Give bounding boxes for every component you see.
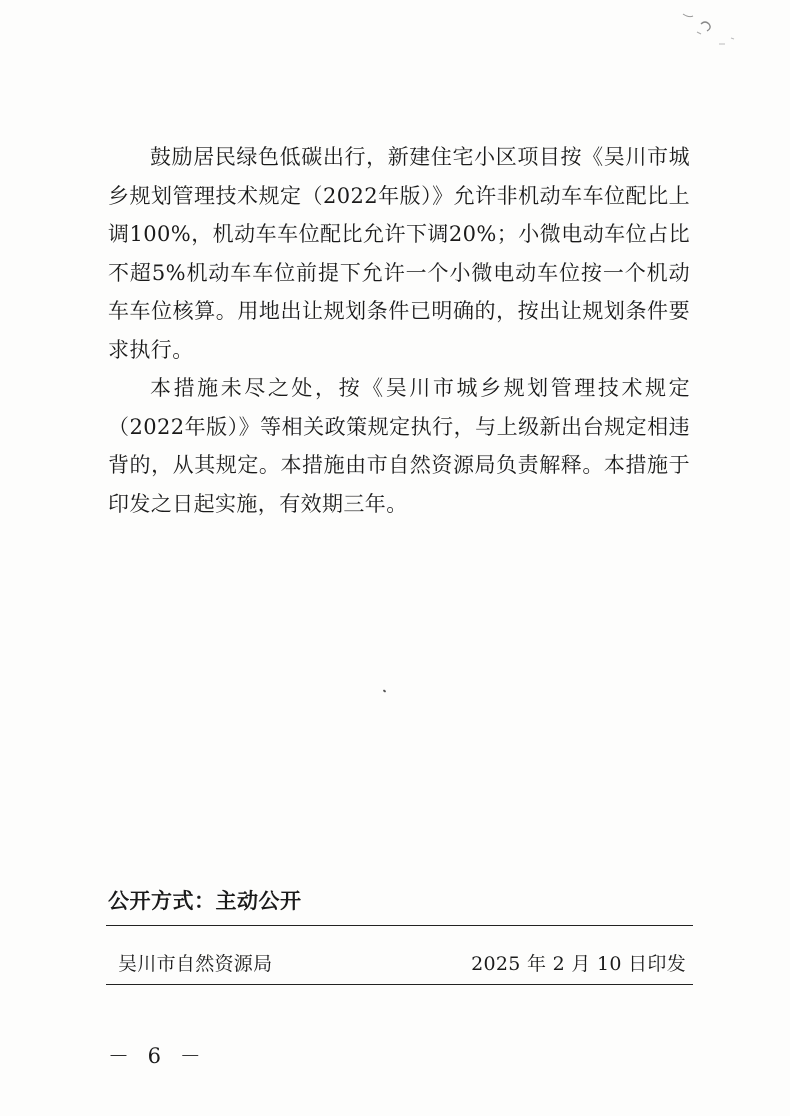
page-number: － 6 － bbox=[108, 1044, 207, 1068]
paragraph-parking-ratio: 鼓励居民绿色低碳出行，新建住宅小区项目按《吴川市城乡规划管理技术规定（2022年版）》允许非机动车车位配比上调100%，机动车车位配比允许下调20%；小微电动车位占比不超5%机动车车位前提下允许一个小微电动车位按一个机动车车位核算。用地出让规划条件已明确的，按出让规划条件要求执行。 bbox=[108, 145, 690, 362]
divider-top bbox=[106, 925, 693, 926]
paragraph-implementation: 本措施未尽之处，按《吴川市城乡规划管理技术规定（2022年版）》等相关政策规定执行，与上级新出台规定相违背的，从其规定。本措施由市自然资源局负责解释。本措施于印发之日起实施，有效期三年。 bbox=[108, 376, 690, 516]
issuing-authority: 吴川市自然资源局 bbox=[118, 953, 273, 975]
issue-date: 2025 年 2 月 10 日印发 bbox=[471, 953, 686, 975]
divider-bottom bbox=[106, 984, 693, 985]
disclosure-method: 公开方式：主动公开 bbox=[108, 889, 302, 913]
scan-speck bbox=[383, 689, 387, 692]
body-text bbox=[108, 138, 690, 523]
scan-artifact-mark bbox=[679, 8, 739, 53]
